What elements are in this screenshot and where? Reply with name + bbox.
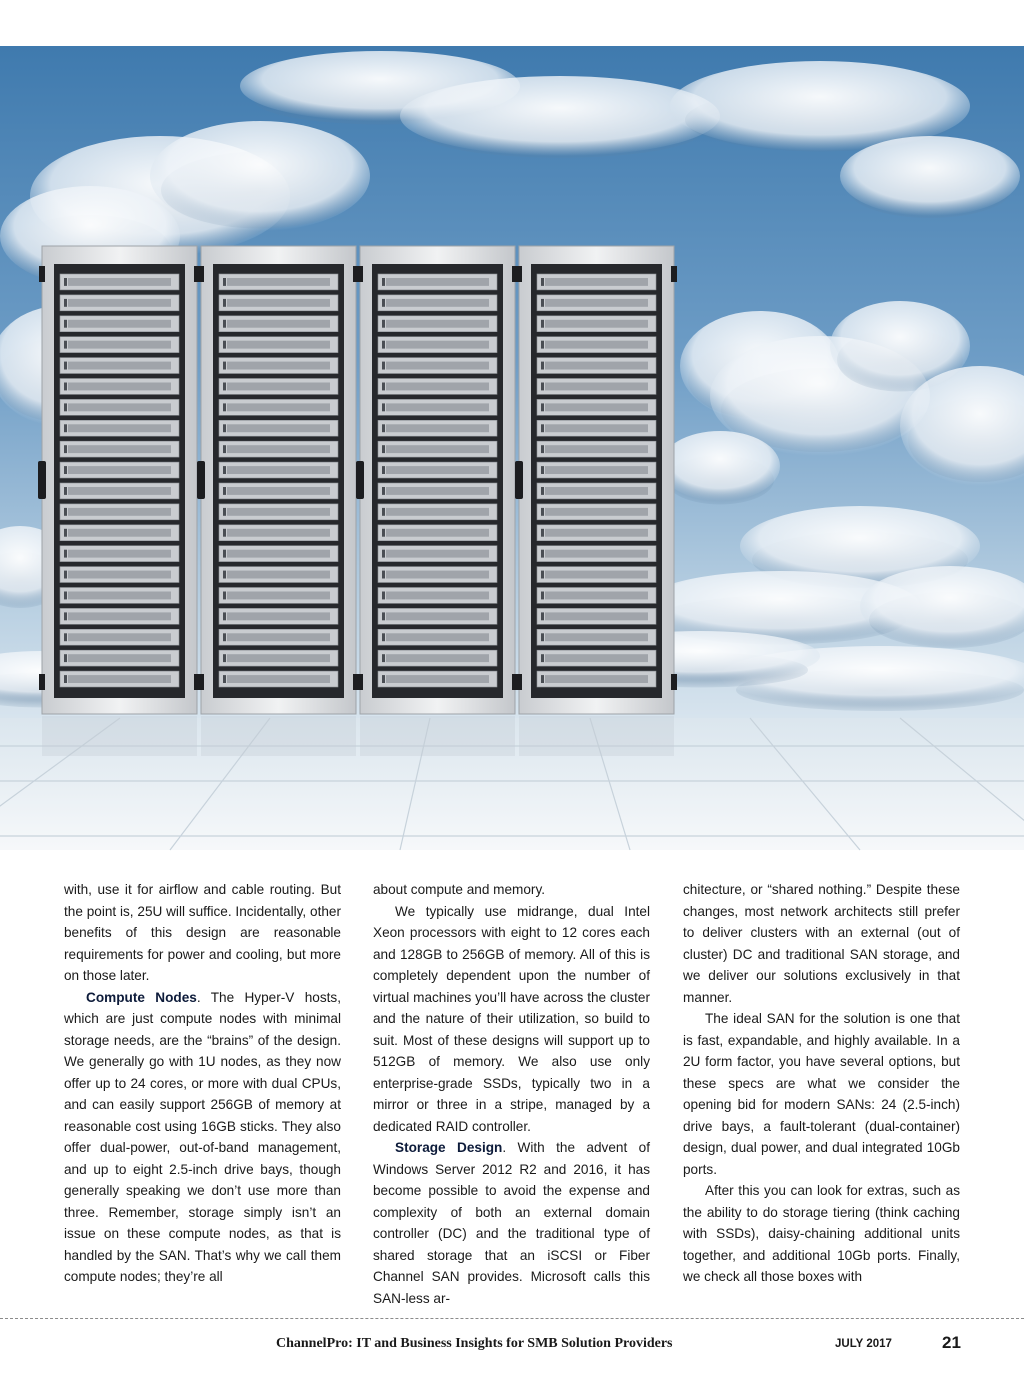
rack-hinge (671, 674, 677, 690)
server-led (541, 362, 544, 370)
server-led (64, 445, 67, 453)
server-vent (68, 445, 171, 453)
cloud (400, 76, 720, 156)
server-led (223, 550, 226, 558)
server-vent (545, 403, 648, 411)
server-vent (545, 654, 648, 662)
server-vent (545, 466, 648, 474)
server-led (64, 278, 67, 286)
paragraph: The ideal SAN for the solution is one that is fast, expandable, and highly available. In a 2U form factor, you have several options, but these specs are what we consider the opening bid for modern SANs: 24 (2.5-inch) drive bays, a fault-tolerant (dual-container) design, dual power, and dual integrated 10Gb ports. (683, 1011, 960, 1177)
server-led (541, 675, 544, 683)
server-led (223, 571, 226, 579)
server-led (64, 592, 67, 600)
server-led (223, 487, 226, 495)
server-led (382, 466, 385, 474)
server-vent (386, 278, 489, 286)
server-led (382, 508, 385, 516)
server-vent (545, 299, 648, 307)
article-column-1 (64, 879, 341, 1289)
server-vent (68, 675, 171, 683)
server-led (541, 320, 544, 328)
server-vent (386, 571, 489, 579)
server-led (382, 612, 385, 620)
server-vent (386, 529, 489, 537)
rack-hinge (357, 266, 363, 282)
rack-handle (515, 461, 523, 499)
server-led (64, 633, 67, 641)
server-led (382, 445, 385, 453)
server-vent (386, 612, 489, 620)
rack-reflection (360, 716, 515, 756)
server-vent (386, 299, 489, 307)
server-vent (227, 362, 330, 370)
server-vent (386, 424, 489, 432)
server-led (223, 362, 226, 370)
server-vent (227, 424, 330, 432)
server-led (382, 654, 385, 662)
server-vent (68, 654, 171, 662)
server-vent (68, 466, 171, 474)
server-led (382, 362, 385, 370)
server-led (382, 675, 385, 683)
server-led (64, 466, 67, 474)
server-vent (545, 592, 648, 600)
server-vent (386, 320, 489, 328)
server-vent (227, 341, 330, 349)
paragraph-body: . With the advent of Windows Server 2012 R2 and 2016, it has become possible to avoid the expense and complexity of both an external domain controller (DC) and the traditional type of shared storage that an iSCSI or Fiber Channel SAN provides. Microsoft calls this SAN-less ar- (373, 1140, 650, 1306)
server-led (64, 571, 67, 579)
server-led (64, 675, 67, 683)
server-led (382, 487, 385, 495)
server-vent (227, 592, 330, 600)
server-vent (545, 508, 648, 516)
rack-hinge (516, 266, 522, 282)
server-led (64, 383, 67, 391)
rack-hinge (516, 674, 522, 690)
server-vent (227, 320, 330, 328)
server-led (382, 320, 385, 328)
server-led (223, 299, 226, 307)
rack-handle (38, 461, 46, 499)
server-vent (68, 383, 171, 391)
server-vent (227, 445, 330, 453)
server-led (382, 383, 385, 391)
server-led (223, 278, 226, 286)
server-vent (68, 278, 171, 286)
paragraph-compute-nodes (64, 987, 341, 1288)
server-vent (386, 508, 489, 516)
server-led (541, 466, 544, 474)
server-vent (227, 487, 330, 495)
server-led (382, 424, 385, 432)
server-vent (227, 508, 330, 516)
server-led (64, 487, 67, 495)
server-rack (356, 246, 518, 756)
server-led (541, 550, 544, 558)
server-vent (68, 341, 171, 349)
server-led (541, 654, 544, 662)
paragraph: about compute and memory. (373, 882, 546, 897)
cloud (840, 136, 1020, 216)
server-led (64, 341, 67, 349)
server-led (223, 341, 226, 349)
server-led (541, 403, 544, 411)
server-vent (227, 383, 330, 391)
server-rack (197, 246, 359, 756)
server-vent (227, 571, 330, 579)
server-led (223, 383, 226, 391)
cloud (660, 431, 780, 501)
server-vent (545, 445, 648, 453)
server-led (541, 445, 544, 453)
server-vent (545, 633, 648, 641)
server-vent (68, 508, 171, 516)
rack-handle (356, 461, 364, 499)
cloud (150, 121, 370, 231)
subhead-storage-design: Storage Design (395, 1140, 503, 1155)
server-vent (545, 341, 648, 349)
server-led (382, 341, 385, 349)
server-led (223, 529, 226, 537)
server-vent (227, 403, 330, 411)
server-vent (227, 675, 330, 683)
rack-hinge (671, 266, 677, 282)
server-led (223, 424, 226, 432)
server-vent (227, 529, 330, 537)
server-led (541, 383, 544, 391)
server-vent (545, 362, 648, 370)
server-led (64, 299, 67, 307)
server-vent (68, 592, 171, 600)
server-led (541, 341, 544, 349)
server-led (64, 654, 67, 662)
server-vent (545, 424, 648, 432)
article-body (64, 879, 961, 1306)
server-vent (545, 571, 648, 579)
server-led (382, 278, 385, 286)
server-vent (545, 529, 648, 537)
server-led (382, 550, 385, 558)
server-led (64, 403, 67, 411)
server-led (541, 529, 544, 537)
server-led (64, 529, 67, 537)
server-rack (38, 246, 200, 756)
server-led (64, 612, 67, 620)
server-vent (386, 445, 489, 453)
server-vent (545, 675, 648, 683)
server-led (541, 571, 544, 579)
server-led (223, 612, 226, 620)
server-led (64, 362, 67, 370)
server-led (382, 403, 385, 411)
server-led (541, 633, 544, 641)
server-led (541, 487, 544, 495)
article-column-2 (373, 879, 650, 1306)
server-vent (227, 466, 330, 474)
server-led (223, 675, 226, 683)
hero-image (0, 46, 1024, 850)
server-vent (68, 529, 171, 537)
paragraph-storage-design (373, 1137, 650, 1309)
server-vent (386, 487, 489, 495)
server-vent (545, 487, 648, 495)
server-vent (68, 487, 171, 495)
paragraph: chitecture, or “shared nothing.” Despite these changes, most network architects still prefer to deliver clusters with an external (out of cluster) DC and traditional SAN storage, and we deliver our solutions exclusively in that manner. (683, 882, 960, 1005)
server-led (223, 633, 226, 641)
subhead-compute-nodes: Compute Nodes (86, 989, 197, 1005)
server-led (64, 320, 67, 328)
server-led (223, 592, 226, 600)
server-vent (386, 550, 489, 558)
server-vent (227, 654, 330, 662)
server-vent (227, 278, 330, 286)
rack-hinge (357, 674, 363, 690)
server-vent (386, 383, 489, 391)
rack-hinge (39, 674, 45, 690)
server-led (541, 508, 544, 516)
server-led (382, 299, 385, 307)
server-led (382, 633, 385, 641)
footer-publication-title: ChannelPro: IT and Business Insights for SMB Solution Providers (276, 1336, 673, 1351)
server-vent (68, 633, 171, 641)
server-vent (227, 550, 330, 558)
server-vent (386, 675, 489, 683)
server-vent (545, 278, 648, 286)
server-led (64, 508, 67, 516)
rack-reflection (201, 716, 356, 756)
server-led (64, 424, 67, 432)
server-vent (227, 633, 330, 641)
server-led (223, 466, 226, 474)
server-led (223, 508, 226, 516)
server-vent (545, 612, 648, 620)
footer-divider (0, 1318, 1024, 1319)
server-rack (515, 246, 677, 756)
server-led (382, 529, 385, 537)
server-led (64, 550, 67, 558)
server-vent (386, 403, 489, 411)
server-vent (227, 612, 330, 620)
rack-reflection (42, 716, 197, 756)
server-vent (68, 320, 171, 328)
rack-hinge (39, 266, 45, 282)
server-led (223, 445, 226, 453)
paragraph: with, use it for airflow and cable routing. But the point is, 25U will suffice. Incidentally, other benefits of this design are reasonable requirements for power and cooling, but more on those later. (64, 882, 341, 983)
rack-hinge (198, 266, 204, 282)
server-led (541, 299, 544, 307)
server-vent (68, 362, 171, 370)
server-vent (545, 383, 648, 391)
server-vent (386, 633, 489, 641)
server-led (223, 654, 226, 662)
server-vent (68, 612, 171, 620)
server-vent (545, 320, 648, 328)
article-column-3 (683, 879, 960, 1289)
server-vent (386, 362, 489, 370)
paragraph: After this you can look for extras, such as the ability to do storage tiering (think caching with SSDs), daisy-chaining additional units together, and additional 10Gb ports. Finally, we check all those boxes with (683, 1183, 960, 1284)
server-vent (386, 466, 489, 474)
server-led (541, 424, 544, 432)
rack-reflection (519, 716, 674, 756)
page-number: 21 (942, 1333, 961, 1352)
server-vent (68, 299, 171, 307)
server-vent (68, 403, 171, 411)
server-vent (545, 550, 648, 558)
server-vent (386, 654, 489, 662)
rack-hinge (198, 674, 204, 690)
server-vent (68, 571, 171, 579)
server-led (541, 278, 544, 286)
server-vent (386, 592, 489, 600)
server-led (382, 571, 385, 579)
server-vent (68, 550, 171, 558)
server-led (541, 612, 544, 620)
server-vent (227, 299, 330, 307)
server-led (223, 320, 226, 328)
server-led (223, 403, 226, 411)
server-led (382, 592, 385, 600)
paragraph-body: . The Hyper-V hosts, which are just compute nodes with minimal storage needs, are the “brains” of the design. We generally go with 1U nodes, as they now offer up to 24 cores, or more with dual CPUs, and can easily support 256GB of memory at reasonable cost using 16GB sticks. They also offer dual-power, out-of-band management, and up to eight 2.5-inch drive bays, though generally speaking we don’t use more than three. Remember, storage simply isn’t an issue on these compute nodes, as that is handled by the SAN. That’s why we call them compute nodes; they’re all (64, 989, 341, 1284)
server-led (541, 592, 544, 600)
footer-issue-date: JULY 2017 (835, 1338, 892, 1350)
rack-handle (197, 461, 205, 499)
server-vent (386, 341, 489, 349)
paragraph: We typically use midrange, dual Intel Xeon processors with eight to 12 cores each and 128GB to 256GB of memory. All of this is completely dependent upon the number of virtual machines you’ll have across the cluster and the nature of their utilization, so build to suit. Most of these designs will support up to 512GB of memory. We also use only enterprise-grade SSDs, typically two in a mirror or three in a stripe, managed by a dedicated RAID controller. (373, 903, 650, 1134)
server-vent (68, 424, 171, 432)
